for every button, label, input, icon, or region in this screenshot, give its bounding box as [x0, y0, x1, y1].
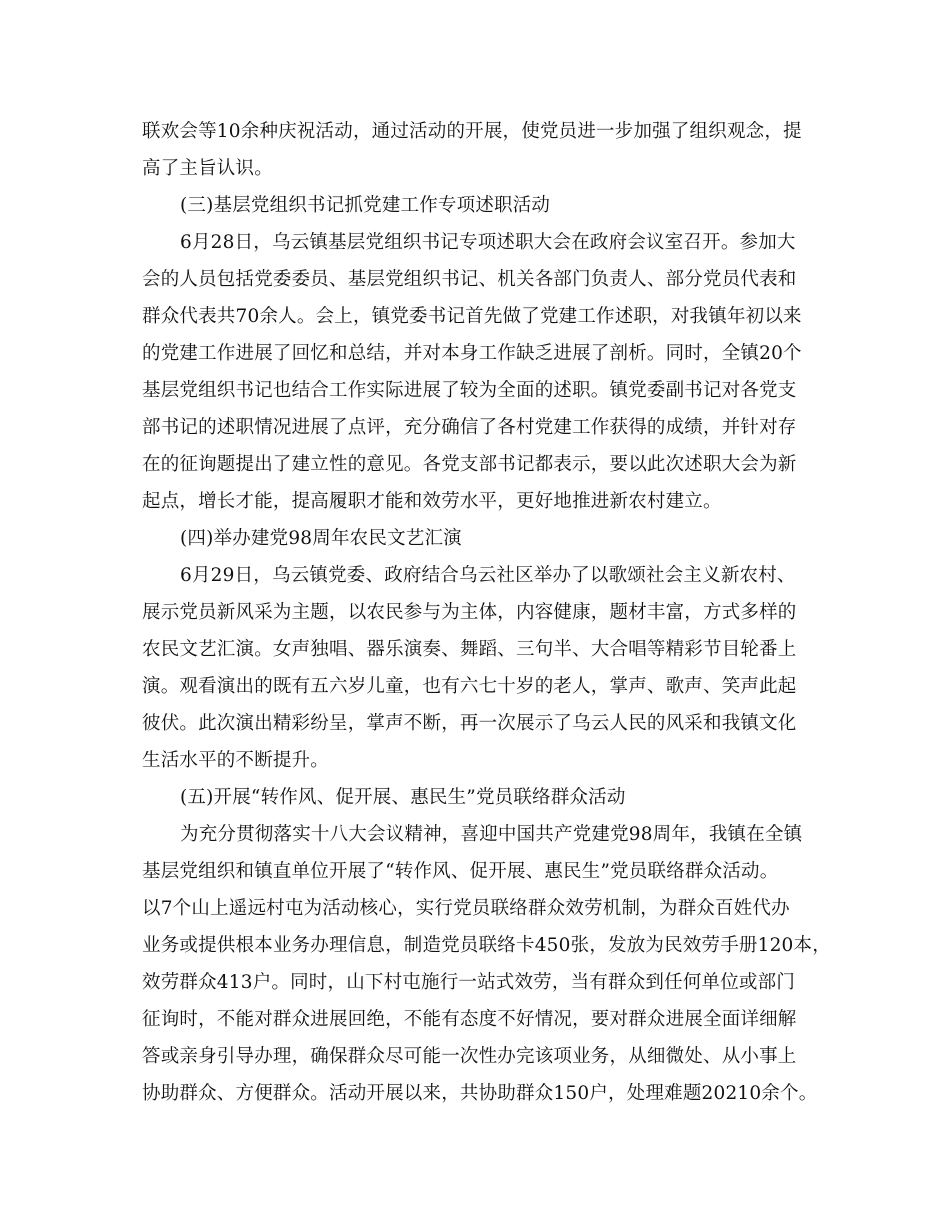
paragraph-line: 生活水平的不断提升。 — [142, 750, 330, 771]
paragraph-line: 以7个山上遥远村屯为活动核心，实行党员联络群众效劳机制，为群众百姓代办 — [142, 898, 790, 919]
paragraph-line: 6月28日，乌云镇基层党组织书记专项述职大会在政府会议室召开。参加大 — [180, 232, 796, 253]
paragraph-line: 会的人员包括党委委员、基层党组织书记、机关各部门负责人、部分党员代表和 — [142, 269, 797, 290]
paragraph-line: 的党建工作进展了回忆和总结，并对本身工作缺乏进展了剖析。同时，全镇20个 — [142, 343, 802, 364]
paragraph-line: 基层党组织书记也结合工作实际进展了较为全面的述职。镇党委副书记对各党支 — [142, 380, 797, 401]
paragraph-line: 起点，增长才能，提高履职才能和效劳水平，更好地推进新农村建立。 — [142, 491, 722, 512]
paragraph-line: 基层党组织和镇直单位开展了“转作风、促开展、惠民生”党员联络群众活动。 — [142, 861, 779, 882]
section-heading: (三)基层党组织书记抓党建工作专项述职活动 — [180, 195, 551, 216]
paragraph-line: 演。观看演出的既有五六岁儿童，也有六七十岁的老人，掌声、歌声、笑声此起 — [142, 676, 797, 697]
paragraph-line: 联欢会等10余种庆祝活动，通过活动的开展，使党员进一步加强了组织观念，提 — [142, 121, 802, 142]
paragraph-line: 高了主旨认识。 — [142, 158, 273, 179]
paragraph-line: 业务或提供根本业务办理信息，制造党员联络卡450张，发放为民效劳手册120本， — [142, 935, 831, 956]
paragraph-line: 为充分贯彻落实十八大会议精神，喜迎中国共产党建党98周年，我镇在全镇 — [180, 824, 803, 845]
paragraph-line: 彼伏。此次演出精彩纷呈，掌声不断，再一次展示了乌云人民的风采和我镇文化 — [142, 713, 797, 734]
paragraph-line: 6月29日，乌云镇党委、政府结合乌云社区举办了以歌颂社会主义新农村、 — [180, 565, 796, 586]
paragraph-line: 答或亲身引导办理，确保群众尽可能一次性办完该项业务，从细微处、从小事上 — [142, 1046, 797, 1067]
paragraph-line: 征询时，不能对群众进展回绝，不能有态度不好情况，要对群众进展全面详细解 — [142, 1009, 797, 1030]
paragraph-line: 展示党员新风采为主题，以农民参与为主体，内容健康，题材丰富，方式多样的 — [142, 602, 797, 623]
section-heading: (四)举办建党98周年农民文艺汇演 — [180, 528, 462, 549]
paragraph-line: 在的征询题提出了建立性的意见。各党支部书记都表示，要以此次述职大会为新 — [142, 454, 797, 475]
paragraph-line: 农民文艺汇演。女声独唱、器乐演奏、舞蹈、三句半、大合唱等精彩节目轮番上 — [142, 639, 797, 660]
paragraph-line: 群众代表共70余人。会上，镇党委书记首先做了党建工作述职，对我镇年初以来 — [142, 306, 802, 327]
section-heading: (五)开展“转作风、促开展、惠民生”党员联络群众活动 — [180, 787, 626, 808]
paragraph-line: 协助群众、方便群众。活动开展以来，共协助群众150户，处理难题20210余个。 — [142, 1083, 818, 1104]
paragraph-line: 效劳群众413户。同时，山下村屯施行一站式效劳，当有群众到任何单位或部门 — [142, 972, 796, 993]
paragraph-line: 部书记的述职情况进展了点评，充分确信了各村党建工作获得的成绩，并针对存 — [142, 417, 797, 438]
